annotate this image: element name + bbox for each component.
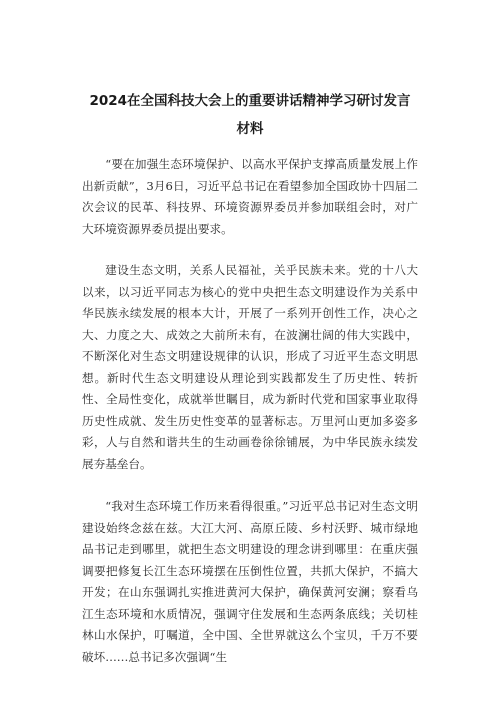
- document-title-line-2: 材料: [236, 121, 264, 137]
- paragraph-2-block: [82, 260, 418, 475]
- paragraph-2: 建设生态文明，关系人民福祉，关乎民族未来。党的十八大以来，以习近平同志为核心的党中央把生态文明建设作为关系中华民族永续发展的根本大计，开展了一系列开创性工作，决心之大、力度之大、成效之大前所未有，在波澜壮阔的伟大实践中，不断深化对生态文明建设规律的认识，形成了习近平生态文明思想。新时代生态文明建设从理论到实践都发生了历史性、转折性、全局性变化，成就举世瞩目，成为新时代党和国家事业取得历史性成就、发生历史性变革的显著标志。万里河山更加多姿多彩，人与自然和谐共生的生动画卷徐徐铺展，为中华民族永续发展夯基垒台。: [82, 263, 418, 471]
- paragraph-3-block: [82, 496, 418, 668]
- paragraph-1-block: [82, 154, 418, 240]
- document-title-line-1: 2024在全国科技大会上的重要讲话精神学习研讨发言: [89, 93, 411, 109]
- paragraph-1: “要在加强生态环境保护、以高水平保护支撑高质量发展上作出新贡献”，3月6日，习近平总书记在看望参加全国政协十四届二次会议的民革、科技界、环境资源界委员并参加联组会时，对广大环境资源界委员提出要求。: [82, 157, 418, 236]
- paragraph-3: “我对生态环境工作历来看得很重。”习近平总书记对生态文明建设始终念兹在兹。大江大河、高原丘陵、乡村沃野、城市绿地品书记走到哪里，就把生态文明建设的理念讲到哪里：在重庆强调要把修复长江生态环境摆在压倒性位置，共抓大保护，不搞大开发；在山东强调扎实推进黄河大保护，确保黄河安澜；察看乌江生态环境和水质情况，强调守住发展和生态两条底线；关切桂林山水保护，叮嘱道，全中国、全世界就这么个宝贝，千万不要破坏……总书记多次强调“生: [82, 499, 418, 664]
